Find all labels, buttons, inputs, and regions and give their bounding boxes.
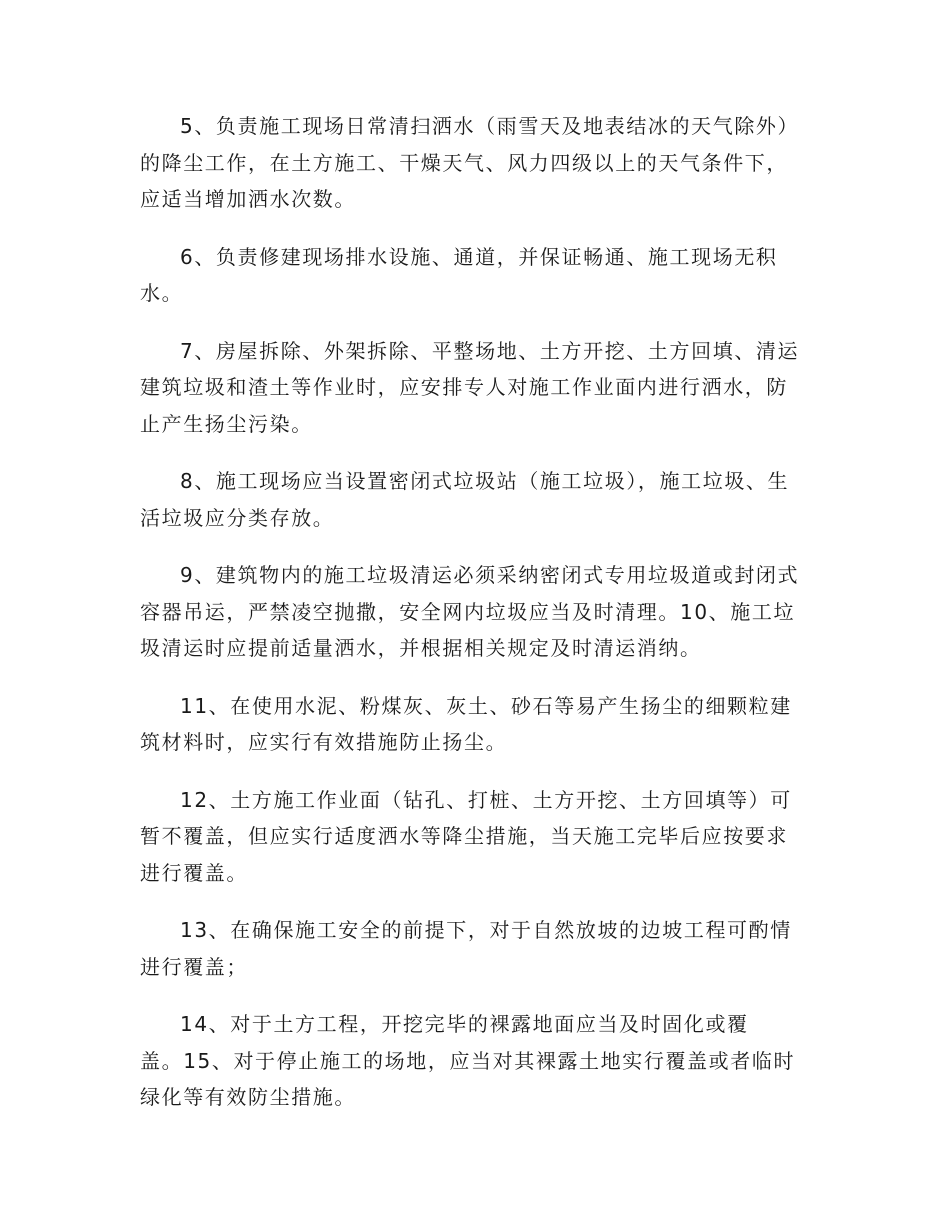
document-body bbox=[140, 108, 808, 1137]
text-line: 容器吊运，严禁凌空抛撒，安全网内垃圾应当及时清理。10、施工垃 bbox=[140, 599, 796, 624]
text-line: 12、土方施工作业面（钻孔、打桩、土方开挖、土方回填等）可 bbox=[180, 787, 792, 812]
text-line: 绿化等有效防尘措施。 bbox=[140, 1085, 356, 1109]
text-line: 圾清运时应提前适量洒水，并根据相关规定及时清运消纳。 bbox=[140, 636, 702, 660]
text-line: 建筑垃圾和渣土等作业时，应安排专人对施工作业面内进行洒水，防 bbox=[140, 375, 788, 399]
text-line: 应适当增加洒水次数。 bbox=[140, 187, 356, 211]
text-line: 暂不覆盖，但应实行适度洒水等降尘措施，当天施工完毕后应按要求 bbox=[140, 824, 788, 848]
text-line: 13、在确保施工安全的前提下，对于自然放坡的边坡工程可酌情 bbox=[180, 918, 792, 942]
paragraph-9 bbox=[140, 557, 808, 667]
text-line: 活垃圾应分类存放。 bbox=[140, 505, 335, 530]
text-line: 的降尘工作，在土方施工、干燥天气、风力四级以上的天气条件下， bbox=[140, 150, 788, 175]
text-line: 水。 bbox=[140, 281, 184, 305]
paragraph-8 bbox=[140, 463, 808, 536]
paragraph-6 bbox=[140, 239, 808, 312]
text-line: 9、建筑物内的施工垃圾清运必须采纳密闭式专用垃圾道或封闭式 bbox=[180, 563, 800, 587]
text-line: 8、施工现场应当设置密闭式垃圾站（施工垃圾），施工垃圾、生 bbox=[180, 469, 790, 493]
paragraph-14 bbox=[140, 1006, 808, 1116]
text-line: 5、负责施工现场日常清扫洒水（雨雪天及地表结冰的天气除外） bbox=[180, 114, 800, 138]
paragraph-12 bbox=[140, 782, 808, 892]
text-line: 14、对于土方工程，开挖完毕的裸露地面应当及时固化或覆 bbox=[180, 1012, 749, 1036]
text-line: 进行覆盖。 bbox=[140, 860, 248, 885]
text-line: 盖。15、对于停止施工的场地，应当对其裸露土地实行覆盖或者临时 bbox=[140, 1048, 796, 1073]
text-line: 止产生扬尘污染。 bbox=[140, 411, 313, 436]
paragraph-13 bbox=[140, 912, 808, 985]
text-line: 筑材料时，应实行有效措施防止扬尘。 bbox=[140, 730, 508, 754]
text-line: 进行覆盖； bbox=[140, 954, 248, 979]
paragraph-11 bbox=[140, 688, 808, 761]
paragraph-7 bbox=[140, 333, 808, 443]
text-line: 11、在使用水泥、粉煤灰、灰土、砂石等易产生扬尘的细颗粒建 bbox=[180, 693, 792, 718]
paragraph-5 bbox=[140, 108, 808, 218]
text-line: 7、房屋拆除、外架拆除、平整场地、土方开挖、土方回填、清运 bbox=[180, 338, 800, 363]
text-line: 6、负责修建现场排水设施、通道，并保证畅通、施工现场无积 bbox=[180, 244, 778, 269]
